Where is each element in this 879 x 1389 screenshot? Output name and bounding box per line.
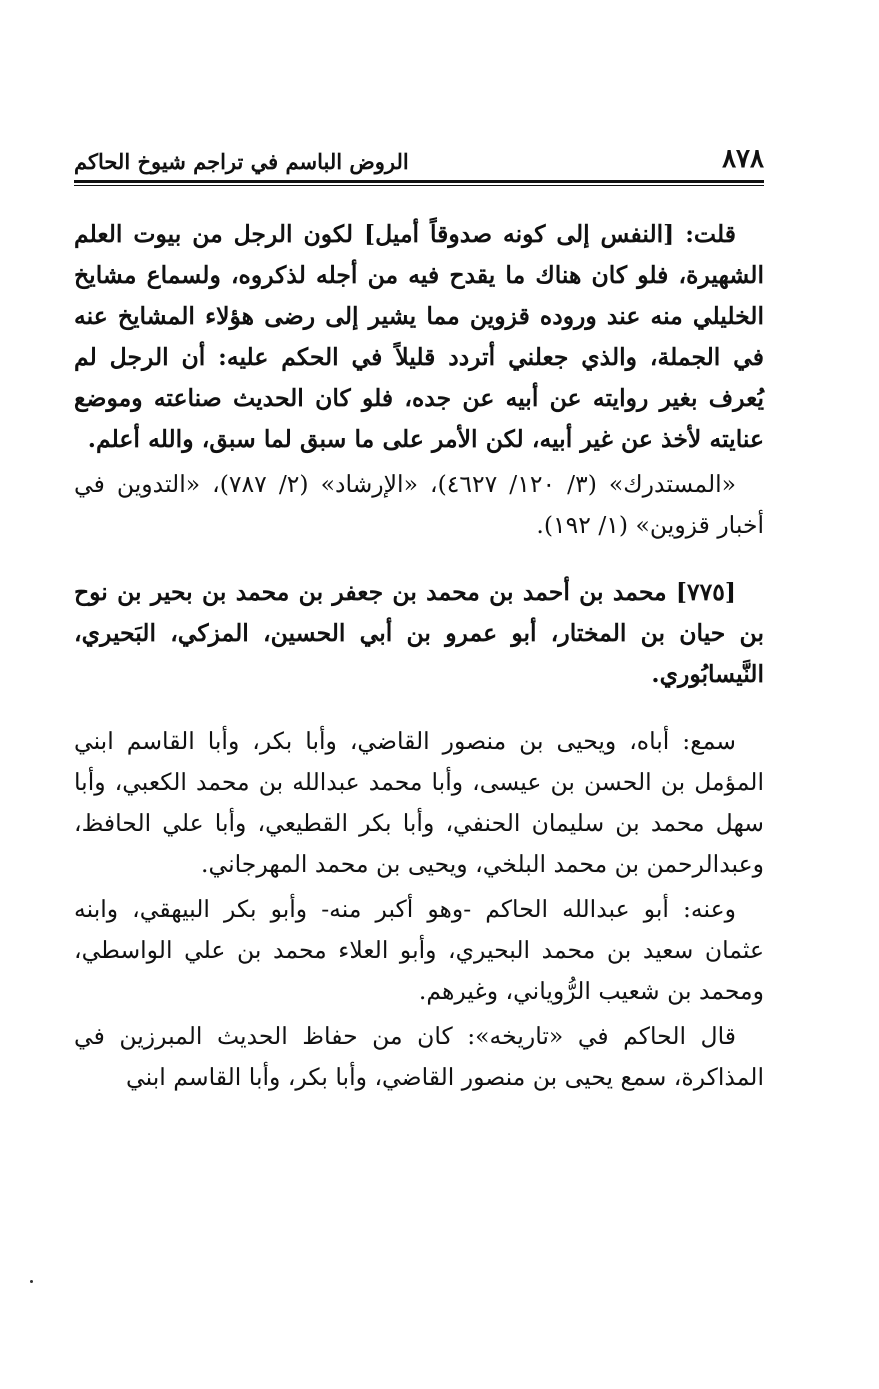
page-number: ٨٧٨ — [722, 144, 764, 174]
page-header — [74, 140, 764, 180]
scan-speck — [30, 1280, 33, 1283]
book-page — [74, 140, 764, 1098]
entry-heading-775: [٧٧٥] محمد بن أحمد بن محمد بن جعفر بن محمد بن بحير بن نوح بن حيان بن المختار، أبو عمرو بن أبي الحسين، المزكي، البَحيري، النَّيسابُوري. — [74, 578, 764, 688]
hakim-quote-paragraph: قال الحاكم في «تاريخه»: كان من حفاظ الحديث المبرزين في المذاكرة، سمع يحيى بن منصور القاضي، وأبا بكر، وأبا القاسم ابني — [74, 1022, 764, 1091]
running-title: الروض الباسم في تراجم شيوخ الحاكم — [74, 149, 409, 174]
commentary-paragraph: قلت: [النفس إلى كونه صدوقاً أميل] لكون الرجل من بيوت العلم الشهيرة، فلو كان هناك ما يقدح فيه من أجله لذكروه، ولسماع مشايخ الخليلي منه عند وروده قزوين مما يشير إلى رضى هؤلاء المشايخ عنه في الجملة، والذي جعلني أتردد قليلاً في الحكم عليه: أن الرجل لم يُعرف بغير روايته عن أبيه عن جده، فلو كان الحديث صناعته وموضع عنايته لأخذ عن غير أبيه، لكن الأمر على ما سبق لما سبق، والله أعلم. — [74, 220, 764, 453]
page-body — [74, 214, 764, 1098]
header-rule-thick — [74, 180, 764, 183]
teachers-paragraph: سمع: أباه، ويحيى بن منصور القاضي، وأبا بكر، وأبا القاسم ابني المؤمل بن الحسن بن عيسى، وأبا محمد عبدالله بن محمد الكعبي، وأبا سهل محمد بن سليمان الحنفي، وأبا بكر القطيعي، وأبا علي الحافظ، وعبدالرحمن بن محمد البلخي، ويحيى بن محمد المهرجاني. — [74, 727, 764, 878]
sources-paragraph: «المستدرك» (٣/ ١٢٠/ ٤٦٢٧)، «الإرشاد» (٢/ ٧٨٧)، «التدوين في أخبار قزوين» (١/ ١٩٢). — [74, 470, 764, 539]
students-paragraph: وعنه: أبو عبدالله الحاكم -وهو أكبر منه- وأبو بكر البيهقي، وابنه عثمان سعيد بن محمد البحيري، وأبو العلاء محمد بن علي الواسطي، ومحمد بن شعيب الرُّوياني، وغيرهم. — [74, 895, 764, 1005]
header-rule-thin — [74, 185, 764, 186]
